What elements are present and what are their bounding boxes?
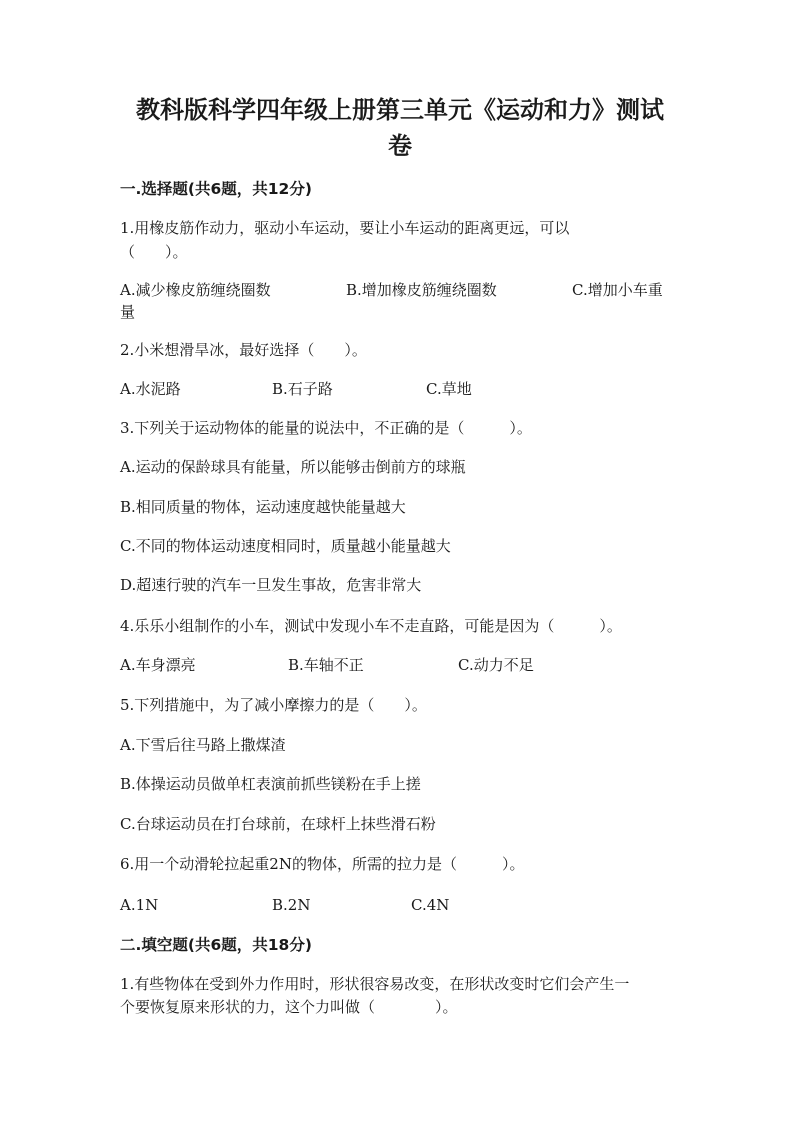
question-4-option-b: B.车轴不正 — [288, 656, 364, 674]
question-1-stem-line-1: 1.用橡皮筋作动力，驱动小车运动，要让小车运动的距离更远，可以 — [120, 219, 570, 237]
question-2-option-a: A.水泥路 — [120, 380, 181, 398]
question-2-option-b: B.石子路 — [272, 380, 333, 398]
question-3-stem: 3.下列关于运动物体的能量的说法中，不正确的是（ ）。 — [120, 419, 532, 437]
exam-title — [100, 92, 700, 164]
question-1-option-c: C.增加小车重 — [572, 281, 663, 299]
section-heading-fill-in: 二.填空题(共6题，共18分) — [120, 936, 312, 954]
question-4-stem: 4.乐乐小组制作的小车，测试中发现小车不走直路，可能是因为（ ）。 — [120, 617, 622, 635]
title-line-1: 教科版科学四年级上册第三单元《运动和力》测试 — [136, 96, 664, 124]
question-6-option-a: A.1N — [120, 896, 159, 914]
title-line-2: 卷 — [388, 132, 412, 160]
question-4-option-a: A.车身漂亮 — [120, 656, 196, 674]
question-6-stem: 6.用一个动滑轮拉起重2N的物体，所需的拉力是（ ）。 — [120, 855, 525, 873]
question-3-option-d: D.超速行驶的汽车一旦发生事故，危害非常大 — [120, 576, 422, 594]
fill-in-1-line-1: 1.有些物体在受到外力作用时，形状很容易改变，在形状改变时它们会产生一 — [120, 975, 630, 993]
section-heading-choice: 一.选择题(共6题，共12分) — [120, 180, 312, 198]
question-1-option-b: B.增加橡皮筋缠绕圈数 — [346, 281, 497, 299]
question-5-option-c: C.台球运动员在打台球前，在球杆上抹些滑石粉 — [120, 815, 436, 833]
question-2-option-c: C.草地 — [426, 380, 472, 398]
question-1-option-c-continued: 量 — [120, 303, 136, 321]
question-2-stem: 2.小米想滑旱冰，最好选择（ ）。 — [120, 341, 367, 359]
question-1-stem-line-2: （ ）。 — [120, 243, 188, 261]
question-4-option-c: C.动力不足 — [458, 656, 534, 674]
question-6-option-b: B.2N — [272, 896, 311, 914]
question-3-option-b: B.相同质量的物体，运动速度越快能量越大 — [120, 498, 406, 516]
question-3-option-a: A.运动的保龄球具有能量，所以能够击倒前方的球瓶 — [120, 458, 466, 476]
question-6-option-c: C.4N — [411, 896, 450, 914]
question-1-option-a: A.减少橡皮筋缠绕圈数 — [120, 281, 271, 299]
question-3-option-c: C.不同的物体运动速度相同时，质量越小能量越大 — [120, 537, 451, 555]
question-5-stem: 5.下列措施中，为了减小摩擦力的是（ ）。 — [120, 696, 427, 714]
question-5-option-a: A.下雪后往马路上撒煤渣 — [120, 736, 286, 754]
fill-in-1-line-2: 个要恢复原来形状的力，这个力叫做（ ）。 — [120, 998, 458, 1016]
question-5-option-b: B.体操运动员做单杠表演前抓些镁粉在手上搓 — [120, 775, 421, 793]
